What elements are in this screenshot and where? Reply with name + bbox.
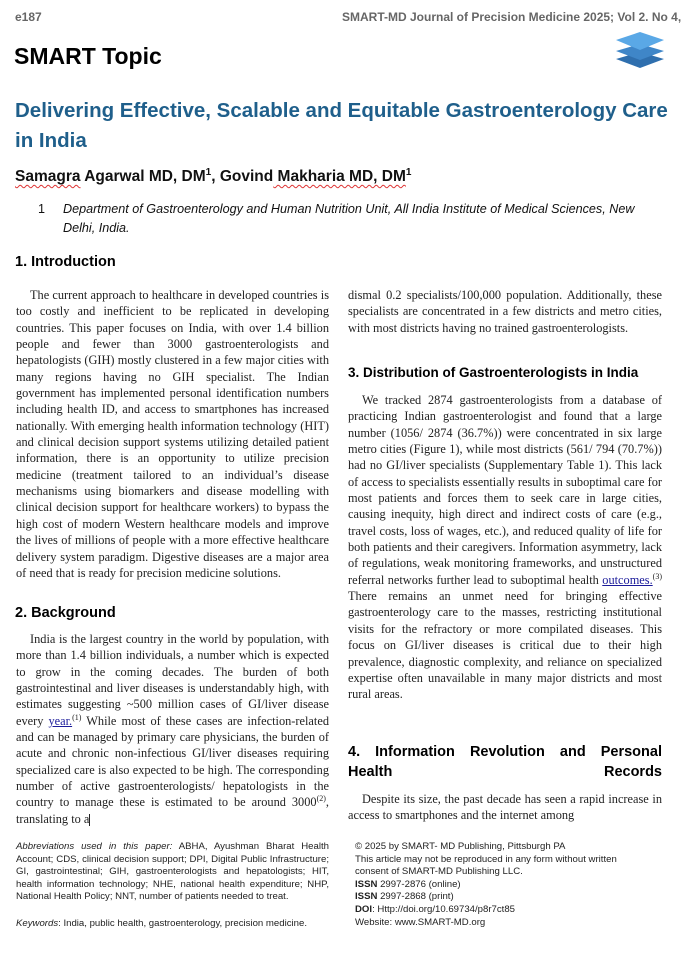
doi-link[interactable]: : Http://doi.org/10.69734/p8r7ct85 <box>372 903 515 915</box>
citation-ref-1[interactable]: (1) <box>72 712 82 722</box>
notice-line-2: consent of SMART-MD Publishing LLC. <box>355 866 523 878</box>
keywords-text: : India, public health, gastroenterology, precision medicine. <box>58 918 307 929</box>
author-1-affiliation-mark: 1 <box>205 166 212 178</box>
copyright-line: © 2025 by SMART- MD Publishing, Pittsburgh PA <box>355 841 566 852</box>
intro-heading: 1. Introduction <box>15 254 116 270</box>
citation-ref-3[interactable]: (3) <box>652 571 662 581</box>
keywords-label: Keywords <box>16 918 59 929</box>
distribution-heading: 3. Distribution of Gastroenterologists in India <box>348 365 639 380</box>
author-list <box>15 168 411 186</box>
issn-online <box>355 879 675 892</box>
distribution-text-part1: We tracked 2874 gastroenterologists from a database of practicing Indian gastroenterologist and found that a large number (1056/ 2874 (36.7%)) were concentrated in six large metro cities (Figure 1), while most districts (561/ 794 (70.7%)) had no GI/liver specialists (Supplementary Table 1). This lack of access to specialists essentially results in suboptimal care for most patients and forces them to seek care in large cities, causing inequity, high direct and indirect costs of care (e.g., travel costs, loss of wages, etc.), and reduced quality of life for both patients and their caregivers. Information asymmetry, lack of regulations, weak monitoring frameworks, and unstructured referral networks further lead to suboptimal health <box>348 393 662 587</box>
issn-label: ISSN <box>355 878 378 890</box>
website-link[interactable]: Website: www.SMART-MD.org <box>355 916 486 928</box>
abbreviations-label: Abbreviations used in this paper: <box>16 841 173 852</box>
doi-line <box>355 904 675 917</box>
author-2-name-rest: Makharia MD, DM <box>273 168 406 185</box>
distribution-text-part2: There remains an unmet need for bringing effective gastroenterology care to the masses, restricting institutional visits for the refractory or more compilated diseases. This focus on GI/liver diseases is critical due to their high prevalence, diagnostic complexity, and reliance on specialized expertise often unavailable in many major districts and most rural areas. <box>348 589 662 702</box>
citation-ref-2[interactable]: (2) <box>316 794 326 804</box>
author-1-name-rest: Agarwal MD, DM <box>80 168 206 185</box>
issn-label-print: ISSN <box>355 891 378 903</box>
intro-paragraph: The current approach to healthcare in developed countries is too costly and inefficient to be replicated in developing countries. This paper focuses on India, with over 1.4 billion people and fewer than 3000 gastroenterologists and hepatologists (GIH) mostly clustered in a few major cities with many regions having no GIH specialist. The Indian government has implemented personal identification numbers including health ID, and access to smartphones has increased nationally. With emerging health information technology (HIT) and clinical decision support systems utilizing detailed patient information, there is an opportunity to utilize precision medicine (treatment tailored to an individual’s disease mechanisms using biomarkers and disease modelling with clinical decision support for healthcare workers) to bypass the high cost of modern Western healthcare models and improve the lives of millions of people with a more effective healthcare delivery system paradigm. Digestive diseases are a major area of need that is ready for precision medicine solutions. <box>16 288 329 580</box>
citation-link-1[interactable]: year. <box>48 713 73 728</box>
abbreviations-text: ABHA, Ayushman Bharat Health Account; CDS, clinical decision support; DPI, Digital Public Infrastructure; GI, gastrointestinal; GIH, gastroenterologists and hepatologists; HIT, health information technology; NHE, national health expenditure; NHP, National Health Policy; NNT, number of patients needed to treat. <box>16 841 329 903</box>
publication-info <box>355 841 675 929</box>
affiliation-number: 1 <box>38 202 46 216</box>
background-heading: 2. Background <box>15 605 116 621</box>
stacked-layers-icon <box>614 28 666 70</box>
background-text-part3: , translating to a <box>16 795 329 826</box>
issn-print-value: 2997-2868 (print) <box>377 891 454 903</box>
doi-label: DOI <box>355 903 373 915</box>
background-paragraph <box>16 631 329 827</box>
affiliation-text: Department of Gastroenterology and Human Nutrition Unit, All India Institute of Medical Sciences, New Delhi, India. <box>63 202 635 235</box>
background-text-part2: While most of these cases are infection-related and can be managed by primary care physicians, the burden of acute and chronic non-infectious GI/liver diseases requiring specialized care is also expected to be high. The corresponding number of active gastroenterologists/ hepatologists in the country to manage these is estimated to be around 3000 <box>16 713 329 810</box>
keywords-note <box>16 918 329 931</box>
author-2-first-name: Govind <box>219 168 274 185</box>
affiliation <box>38 200 658 238</box>
background-text-part1: India is the largest country in the world by population, with more than 1.4 billion individuals, a number which is expected to grow in the coming decades. The burden of both gastrointestinal and liver diseases is understandably high, with estimates suggesting ~500 million cases of GI/liver disease every <box>16 632 329 728</box>
issn-online-value: 2997-2876 (online) <box>377 878 461 890</box>
author-1-first-name: Samagra <box>15 168 81 185</box>
page-id: e187 <box>15 10 42 24</box>
topic-label: SMART Topic <box>14 43 162 69</box>
abbreviations-note <box>16 841 329 904</box>
issn-print <box>355 891 675 904</box>
notice-line-1: This article may not be reproduced in any form without written <box>355 853 617 865</box>
distribution-paragraph <box>348 392 662 703</box>
info-revolution-heading: 4. Information Revolution and Personal Health Records <box>348 744 662 780</box>
author-2-affiliation-mark: 1 <box>405 166 412 178</box>
journal-citation: SMART-MD Journal of Precision Medicine 2025; Vol 2. No 4, <box>342 10 682 24</box>
text-cursor <box>89 814 90 826</box>
info-revolution-paragraph: Despite its size, the past decade has seen a rapid increase in access to smartphones and the internet among <box>348 792 662 823</box>
article-title: Delivering Effective, Scalable and Equitable Gastroenterology Care in India <box>15 99 668 152</box>
citation-link-3[interactable]: outcomes. <box>602 572 653 587</box>
background-continued-paragraph: dismal 0.2 specialists/100,000 population. Additionally, these specialists are concentrated in a few districts and metro cities, with most districts having no trained gastroenterologists. <box>348 288 662 335</box>
author-separator: , <box>211 168 220 185</box>
